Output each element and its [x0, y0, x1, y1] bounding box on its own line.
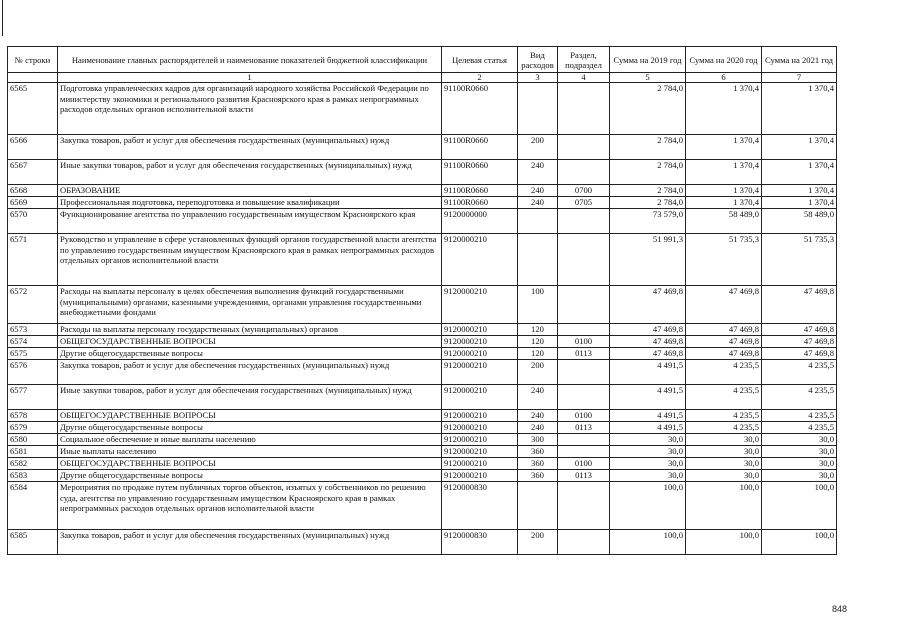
row-expense-type: 100 [518, 286, 558, 324]
row-expense-type: 300 [518, 434, 558, 446]
row-sum-2020: 4 235,5 [686, 385, 762, 410]
row-section: 0113 [558, 348, 610, 360]
row-expense-type: 240 [518, 422, 558, 434]
row-name: ОБРАЗОВАНИЕ [58, 185, 442, 197]
row-number: 6567 [8, 160, 58, 185]
row-section [558, 446, 610, 458]
row-section [558, 209, 610, 234]
row-section [558, 385, 610, 410]
row-section: 0100 [558, 336, 610, 348]
row-number: 6571 [8, 234, 58, 286]
row-section [558, 360, 610, 385]
table-row [8, 234, 837, 286]
row-number: 6565 [8, 83, 58, 135]
row-section: 0113 [558, 470, 610, 482]
row-sum-2019: 73 579,0 [610, 209, 686, 234]
row-number: 6572 [8, 286, 58, 324]
row-section [558, 160, 610, 185]
row-sum-2021: 51 735,3 [762, 234, 837, 286]
row-number: 6570 [8, 209, 58, 234]
row-target-article: 9120000210 [442, 234, 518, 286]
budget-table [7, 46, 837, 555]
row-sum-2019: 4 491,5 [610, 422, 686, 434]
row-sum-2020: 58 489,0 [686, 209, 762, 234]
row-section [558, 324, 610, 336]
table-row [8, 385, 837, 410]
row-sum-2021: 4 235,5 [762, 410, 837, 422]
row-sum-2021: 1 370,4 [762, 135, 837, 160]
row-target-article: 9120000210 [442, 446, 518, 458]
header-sum-2019: Сумма на 2019 год [610, 47, 686, 73]
row-expense-type: 120 [518, 336, 558, 348]
row-expense-type: 120 [518, 348, 558, 360]
table-row [8, 422, 837, 434]
row-name: Другие общегосударственные вопросы [58, 348, 442, 360]
row-target-article: 91100R0660 [442, 197, 518, 209]
row-expense-type: 240 [518, 410, 558, 422]
row-name: ОБЩЕГОСУДАРСТВЕННЫЕ ВОПРОСЫ [58, 410, 442, 422]
row-sum-2021: 1 370,4 [762, 185, 837, 197]
row-target-article: 9120000210 [442, 360, 518, 385]
row-section: 0100 [558, 410, 610, 422]
row-sum-2021: 47 469,8 [762, 324, 837, 336]
row-sum-2019: 2 784,0 [610, 197, 686, 209]
table-row [8, 446, 837, 458]
row-sum-2021: 100,0 [762, 482, 837, 530]
table-row [8, 530, 837, 555]
row-sum-2021: 30,0 [762, 458, 837, 470]
row-expense-type: 200 [518, 135, 558, 160]
column-index: 5 [610, 73, 686, 83]
row-sum-2019: 2 784,0 [610, 83, 686, 135]
row-sum-2021: 1 370,4 [762, 160, 837, 185]
row-number: 6577 [8, 385, 58, 410]
header-section: Раздел, подраздел [558, 47, 610, 73]
column-index [8, 73, 58, 83]
row-sum-2020: 1 370,4 [686, 197, 762, 209]
row-name: Мероприятия по продаже путем публичных торгов объектов, изъятых у собственников по решению суда, агентства по управлению государственным имуществом Красноярского края в рамках непрограммных расходов отдельных органов исполнительной власти [58, 482, 442, 530]
row-sum-2019: 4 491,5 [610, 410, 686, 422]
row-sum-2020: 30,0 [686, 446, 762, 458]
row-sum-2019: 4 491,5 [610, 385, 686, 410]
row-name: Профессиональная подготовка, переподготовка и повышение квалификации [58, 197, 442, 209]
row-name: Расходы на выплаты персоналу государственных (муниципальных) органов [58, 324, 442, 336]
table-row [8, 160, 837, 185]
row-sum-2020: 1 370,4 [686, 185, 762, 197]
row-target-article: 9120000210 [442, 286, 518, 324]
row-sum-2021: 4 235,5 [762, 422, 837, 434]
row-sum-2019: 30,0 [610, 470, 686, 482]
column-index: 7 [762, 73, 837, 83]
row-name: Иные закупки товаров, работ и услуг для обеспечения государственных (муниципальных) нужд [58, 160, 442, 185]
row-sum-2020: 1 370,4 [686, 135, 762, 160]
row-name: ОБЩЕГОСУДАРСТВЕННЫЕ ВОПРОСЫ [58, 336, 442, 348]
row-sum-2020: 30,0 [686, 458, 762, 470]
page-number: 848 [832, 604, 848, 614]
row-sum-2021: 47 469,8 [762, 286, 837, 324]
row-number: 6575 [8, 348, 58, 360]
row-expense-type [518, 209, 558, 234]
row-sum-2019: 30,0 [610, 446, 686, 458]
row-expense-type [518, 234, 558, 286]
row-section [558, 135, 610, 160]
row-sum-2020: 30,0 [686, 434, 762, 446]
row-sum-2021: 30,0 [762, 434, 837, 446]
row-number: 6573 [8, 324, 58, 336]
row-name: Руководство и управление в сфере установленных функций органов государственной власти агентства по управлению государственным имуществом Красноярского края в рамках непрограммных расходов отдельных органов исполнительной власти [58, 234, 442, 286]
row-sum-2019: 2 784,0 [610, 185, 686, 197]
row-target-article: 9120000210 [442, 324, 518, 336]
row-sum-2020: 51 735,3 [686, 234, 762, 286]
table-row [8, 482, 837, 530]
row-number: 6582 [8, 458, 58, 470]
row-sum-2020: 47 469,8 [686, 336, 762, 348]
row-sum-2019: 30,0 [610, 458, 686, 470]
row-number: 6576 [8, 360, 58, 385]
table-row [8, 185, 837, 197]
row-sum-2020: 4 235,5 [686, 360, 762, 385]
row-target-article: 9120000210 [442, 336, 518, 348]
row-expense-type: 240 [518, 160, 558, 185]
row-expense-type: 360 [518, 446, 558, 458]
row-sum-2020: 100,0 [686, 482, 762, 530]
column-index: 3 [518, 73, 558, 83]
header-sum-2020: Сумма на 2020 год [686, 47, 762, 73]
row-sum-2020: 4 235,5 [686, 410, 762, 422]
row-sum-2021: 47 469,8 [762, 348, 837, 360]
row-number: 6581 [8, 446, 58, 458]
table-row [8, 410, 837, 422]
table-row [8, 197, 837, 209]
table-row [8, 135, 837, 160]
row-name: Закупка товаров, работ и услуг для обеспечения государственных (муниципальных) нужд [58, 360, 442, 385]
row-name: Подготовка управленческих кадров для организаций народного хозяйства Российской Федерации по министерству экономики и регионального развития Красноярского края в рамках непрограммных расходов отдельных органов исполнительной власти [58, 83, 442, 135]
table-row [8, 360, 837, 385]
column-index-row [8, 73, 837, 83]
row-sum-2021: 58 489,0 [762, 209, 837, 234]
row-number: 6569 [8, 197, 58, 209]
row-expense-type [518, 482, 558, 530]
row-section [558, 434, 610, 446]
table-row [8, 324, 837, 336]
row-expense-type: 240 [518, 385, 558, 410]
row-section: 0113 [558, 422, 610, 434]
row-sum-2019: 30,0 [610, 434, 686, 446]
row-section [558, 234, 610, 286]
row-sum-2021: 4 235,5 [762, 385, 837, 410]
column-index: 1 [58, 73, 442, 83]
row-target-article: 91100R0660 [442, 160, 518, 185]
table-row [8, 458, 837, 470]
header-row [8, 47, 837, 73]
row-name: Другие общегосударственные вопросы [58, 470, 442, 482]
row-sum-2021: 30,0 [762, 470, 837, 482]
row-sum-2019: 47 469,8 [610, 324, 686, 336]
row-sum-2020: 47 469,8 [686, 348, 762, 360]
row-name: ОБЩЕГОСУДАРСТВЕННЫЕ ВОПРОСЫ [58, 458, 442, 470]
header-row-number: № строки [8, 47, 58, 73]
row-expense-type: 200 [518, 360, 558, 385]
row-name: Закупка товаров, работ и услуг для обеспечения государственных (муниципальных) нужд [58, 135, 442, 160]
table-row [8, 286, 837, 324]
row-sum-2021: 4 235,5 [762, 360, 837, 385]
row-sum-2021: 1 370,4 [762, 197, 837, 209]
row-section: 0100 [558, 458, 610, 470]
row-sum-2019: 47 469,8 [610, 286, 686, 324]
row-expense-type: 360 [518, 458, 558, 470]
margin-rule [2, 0, 3, 36]
table-row [8, 348, 837, 360]
row-target-article: 91100R0660 [442, 185, 518, 197]
row-target-article: 9120000000 [442, 209, 518, 234]
row-sum-2020: 47 469,8 [686, 324, 762, 336]
row-name: Закупка товаров, работ и услуг для обеспечения государственных (муниципальных) нужд [58, 530, 442, 555]
row-expense-type: 360 [518, 470, 558, 482]
column-index: 4 [558, 73, 610, 83]
row-name: Функционирование агентства по управлению государственным имуществом Красноярского края [58, 209, 442, 234]
table-row [8, 336, 837, 348]
row-sum-2020: 30,0 [686, 470, 762, 482]
row-number: 6583 [8, 470, 58, 482]
row-sum-2020: 100,0 [686, 530, 762, 555]
column-index: 2 [442, 73, 518, 83]
row-sum-2019: 4 491,5 [610, 360, 686, 385]
row-target-article: 9120000210 [442, 385, 518, 410]
row-sum-2019: 100,0 [610, 482, 686, 530]
row-sum-2020: 1 370,4 [686, 160, 762, 185]
row-section [558, 83, 610, 135]
row-number: 6580 [8, 434, 58, 446]
table-row [8, 83, 837, 135]
row-expense-type: 200 [518, 530, 558, 555]
row-target-article: 9120000210 [442, 348, 518, 360]
row-sum-2019: 2 784,0 [610, 160, 686, 185]
row-target-article: 9120000210 [442, 470, 518, 482]
row-number: 6574 [8, 336, 58, 348]
row-sum-2020: 47 469,8 [686, 286, 762, 324]
row-target-article: 9120000210 [442, 458, 518, 470]
row-number: 6585 [8, 530, 58, 555]
row-name: Другие общегосударственные вопросы [58, 422, 442, 434]
row-sum-2021: 30,0 [762, 446, 837, 458]
row-section: 0705 [558, 197, 610, 209]
row-target-article: 9120000830 [442, 482, 518, 530]
row-section [558, 482, 610, 530]
row-number: 6578 [8, 410, 58, 422]
row-sum-2019: 100,0 [610, 530, 686, 555]
row-sum-2021: 100,0 [762, 530, 837, 555]
row-section: 0700 [558, 185, 610, 197]
row-name: Расходы на выплаты персоналу в целях обеспечения выполнения функций государственными (муниципальными) органами, казенными учреждениями, органами управления государственными внебюджетными фондами [58, 286, 442, 324]
row-target-article: 9120000210 [442, 410, 518, 422]
row-sum-2021: 1 370,4 [762, 83, 837, 135]
row-number: 6584 [8, 482, 58, 530]
header-target-article: Целевая статья [442, 47, 518, 73]
row-name: Иные закупки товаров, работ и услуг для обеспечения государственных (муниципальных) нужд [58, 385, 442, 410]
row-number: 6566 [8, 135, 58, 160]
row-target-article: 9120000210 [442, 422, 518, 434]
header-name: Наименование главных распорядителей и наименование показателей бюджетной классификации [58, 47, 442, 73]
row-sum-2019: 2 784,0 [610, 135, 686, 160]
row-section [558, 530, 610, 555]
row-number: 6579 [8, 422, 58, 434]
row-name: Социальное обеспечение и иные выплаты населению [58, 434, 442, 446]
row-target-article: 9120000210 [442, 434, 518, 446]
header-expense-type: Вид расходов [518, 47, 558, 73]
row-sum-2019: 51 991,3 [610, 234, 686, 286]
row-target-article: 91100R0660 [442, 135, 518, 160]
row-sum-2019: 47 469,8 [610, 336, 686, 348]
row-expense-type: 240 [518, 197, 558, 209]
column-index: 6 [686, 73, 762, 83]
table-row [8, 470, 837, 482]
row-number: 6568 [8, 185, 58, 197]
row-target-article: 91100R0660 [442, 83, 518, 135]
header-sum-2021: Сумма на 2021 год [762, 47, 837, 73]
table-row [8, 209, 837, 234]
row-section [558, 286, 610, 324]
row-expense-type: 120 [518, 324, 558, 336]
row-expense-type: 240 [518, 185, 558, 197]
row-sum-2020: 4 235,5 [686, 422, 762, 434]
row-sum-2021: 47 469,8 [762, 336, 837, 348]
row-expense-type [518, 83, 558, 135]
row-target-article: 9120000830 [442, 530, 518, 555]
row-sum-2020: 1 370,4 [686, 83, 762, 135]
table-row [8, 434, 837, 446]
row-sum-2019: 47 469,8 [610, 348, 686, 360]
row-name: Иные выплаты населению [58, 446, 442, 458]
